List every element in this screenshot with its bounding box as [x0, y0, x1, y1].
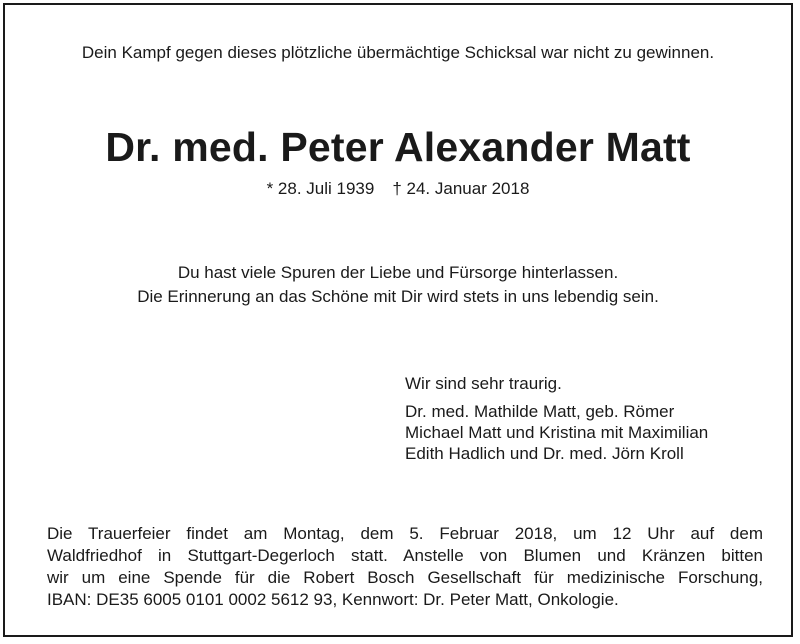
- verse-line: Die Erinnerung an das Schöne mit Dir wird stets in uns lebendig sein.: [137, 287, 659, 306]
- mourner-name: Michael Matt und Kristina mit Maximilian: [405, 423, 709, 442]
- birth-date: * 28. Juli 1939: [266, 179, 375, 198]
- notice-line: Die Trauerfeier findet am Montag, dem 5. Februar 2018, um 12 Uhr auf dem: [47, 524, 763, 543]
- funeral-notice: [47, 523, 763, 611]
- notice-line: Waldfriedhof in Stuttgart-Degerloch statt. Anstelle von Blumen und Kränzen bitten: [47, 546, 763, 565]
- notice-line: IBAN: DE35 6005 0101 0002 5612 93, Kennwort: Dr. Peter Matt, Onkologie.: [47, 590, 619, 609]
- mourners-intro: Wir sind sehr traurig.: [405, 374, 562, 393]
- mourner-name: Edith Hadlich und Dr. med. Jörn Kroll: [405, 444, 684, 463]
- death-date: † 24. Januar 2018: [392, 179, 530, 198]
- obituary-frame: [3, 3, 793, 637]
- motto-text: Dein Kampf gegen dieses plötzliche übermächtige Schicksal war nicht zu gewinnen.: [81, 43, 715, 62]
- mourner-name: Dr. med. Mathilde Matt, geb. Römer: [405, 402, 675, 421]
- verse-line: Du hast viele Spuren der Liebe und Fürsorge hinterlassen.: [177, 263, 619, 282]
- deceased-name: Dr. med. Peter Alexander Matt: [105, 124, 691, 170]
- notice-line: wir um eine Spende für die Robert Bosch Gesellschaft für medizinische Forschung,: [47, 568, 763, 587]
- life-dates: [5, 179, 791, 199]
- mourners-block: [405, 373, 708, 464]
